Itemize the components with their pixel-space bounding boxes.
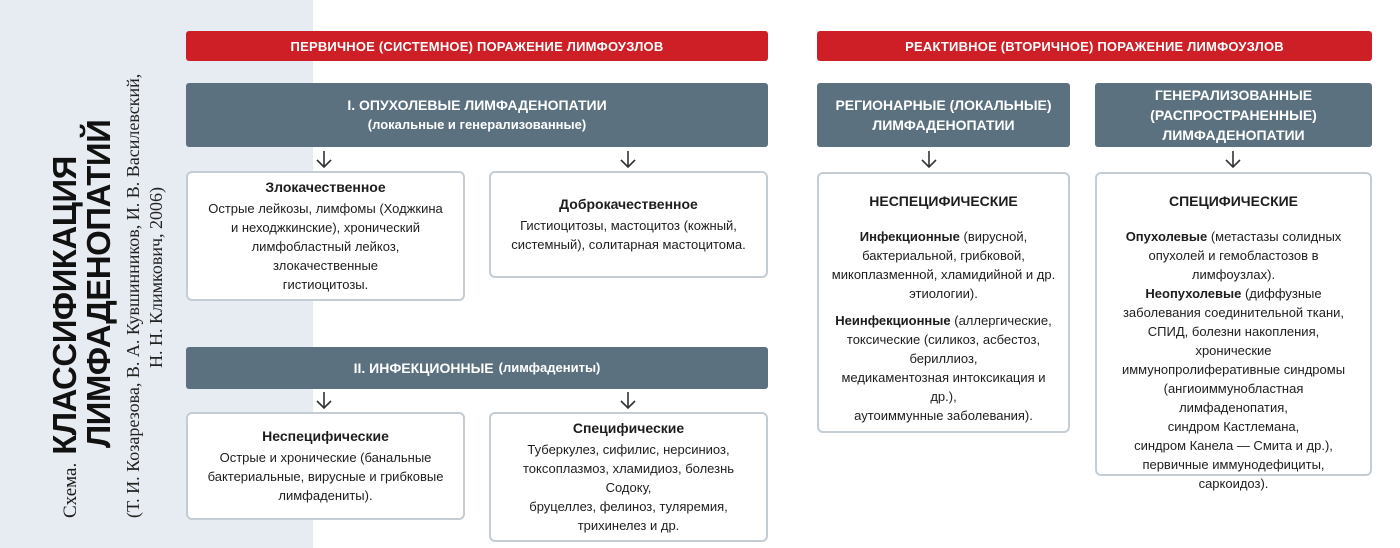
regional-noninfectious-bold: Неинфекционные (835, 313, 951, 328)
malignant-box (186, 171, 465, 301)
arrow-down-icon (316, 151, 332, 169)
generalized-tumor-bold: Опухолевые (1125, 229, 1208, 244)
arrow-down-icon (921, 151, 937, 169)
malignant-line: гистиоцитозы. (282, 277, 369, 292)
arrow-down-icon (620, 151, 636, 169)
reactive-banner: РЕАКТИВНОЕ (ВТОРИЧНОЕ) ПОРАЖЕНИЕ ЛИМФОУЗЛОВ (817, 31, 1372, 61)
arrow-down-icon (316, 392, 332, 410)
regional-box (817, 172, 1070, 433)
benign-line: системный), солитарная мастоцитома. (511, 237, 746, 252)
specific-box (489, 412, 768, 542)
regional-noninfectious-para: Неинфекционные (аллергические, токсические (силикоз, асбестоз, бериллиоз, медикаментозная интоксикация и др.), аутоиммунные заболевания). (835, 313, 1052, 423)
generalized-header (1095, 83, 1372, 147)
benign-title: Доброкачественное (559, 196, 698, 212)
arrow-down-icon (1225, 151, 1241, 169)
nonspecific-box (186, 412, 465, 520)
authors-line-2: Н. Н. Климкович, 2006) (146, 186, 166, 368)
regional-infectious-bold: Инфекционные (859, 229, 960, 244)
infectious-header-title: II. ИНФЕКЦИОННЫЕ (353, 360, 494, 376)
tumor-header-title: I. ОПУХОЛЕВЫЕ ЛИМФАДЕНОПАТИИ (347, 97, 607, 113)
malignant-line: лимфобластный лейкоз, злокачественные (251, 239, 400, 273)
benign-box (489, 171, 768, 278)
authors-line-1: (Т. И. Козарезова, В. А. Кувшинников, И. В. Василевский, (123, 73, 143, 518)
generalized-nontumor-para: Неопухолевые (диффузные заболевания соединительной ткани, СПИД, болезни накопления, хронические иммунопролиферативные синдромы (ангиоиммунобластная лимфаденопатия, синдром Кастлемана, синдром Канела — Смита и др.), первичные иммунодефициты, саркоидоз). (1121, 286, 1346, 491)
malignant-line: Острые лейкозы, лимфомы (Ходжкина (208, 201, 443, 216)
benign-line: Гистиоцитозы, мастоцитоз (кожный, (520, 218, 737, 233)
title-line-1: КЛАССИФИКАЦИЯ (46, 156, 83, 455)
infectious-header (186, 347, 768, 389)
scheme-prefix: Схема. (60, 462, 81, 518)
regional-infectious-para: Инфекционные (вирусной, бактериальной, грибковой, микоплазменной, хламидийной и др. этиологии). (831, 229, 1056, 301)
generalized-box-title: СПЕЦИФИЧЕСКИЕ (1168, 193, 1299, 209)
nonspecific-line: Острые и хронические (банальные (219, 450, 432, 465)
infectious-header-subtitle: (лимфадениты) (498, 360, 601, 375)
title-line-2: ЛИМФАДЕНОПАТИЙ (80, 119, 117, 448)
regional-header-line-2: ЛИМФАДЕНОПАТИИ (872, 117, 1015, 133)
nonspecific-title: Неспецифические (262, 428, 389, 444)
generalized-header-line-1: ГЕНЕРАЛИЗОВАННЫЕ (РАСПРОСТРАНЕННЫЕ) (1150, 87, 1317, 123)
nonspecific-line: лимфадениты). (278, 488, 373, 503)
tumor-header-subtitle: (локальные и генерализованные) (367, 117, 587, 132)
generalized-tumor-para: Опухолевые (метастазы солидных опухолей и гемобластозов в лимфоузлах). (1125, 229, 1342, 282)
specific-line: Туберкулез, сифилис, нерсиниоз, (527, 442, 730, 457)
regional-header (817, 83, 1070, 147)
specific-title: Специфические (572, 420, 685, 436)
primary-banner: ПЕРВИЧНОЕ (СИСТЕМНОЕ) ПОРАЖЕНИЕ ЛИМФОУЗЛОВ (186, 31, 768, 61)
nonspecific-line: бактериальные, вирусные и грибковые (207, 469, 444, 484)
vertical-title-block (48, 28, 168, 518)
tumor-lymphadenopathy-header (186, 83, 768, 147)
regional-header-line-1: РЕГИОНАРНЫЕ (ЛОКАЛЬНЫЕ) (835, 97, 1052, 113)
generalized-nontumor-bold: Неопухолевые (1145, 286, 1242, 301)
specific-line: бруцеллез, фелиноз, туляремия, (529, 499, 728, 514)
specific-line: трихинелез и др. (577, 518, 680, 533)
generalized-box (1095, 172, 1372, 491)
malignant-line: и неходжкинские), хронический (230, 220, 421, 235)
regional-box-title: НЕСПЕЦИФИЧЕСКИЕ (869, 193, 1018, 209)
generalized-header-line-2: ЛИМФАДЕНОПАТИИ (1162, 127, 1305, 143)
specific-line: токсоплазмоз, хламидиоз, болезнь Содоку, (522, 461, 735, 495)
malignant-title: Злокачественное (265, 179, 386, 195)
arrow-down-icon (620, 392, 636, 410)
